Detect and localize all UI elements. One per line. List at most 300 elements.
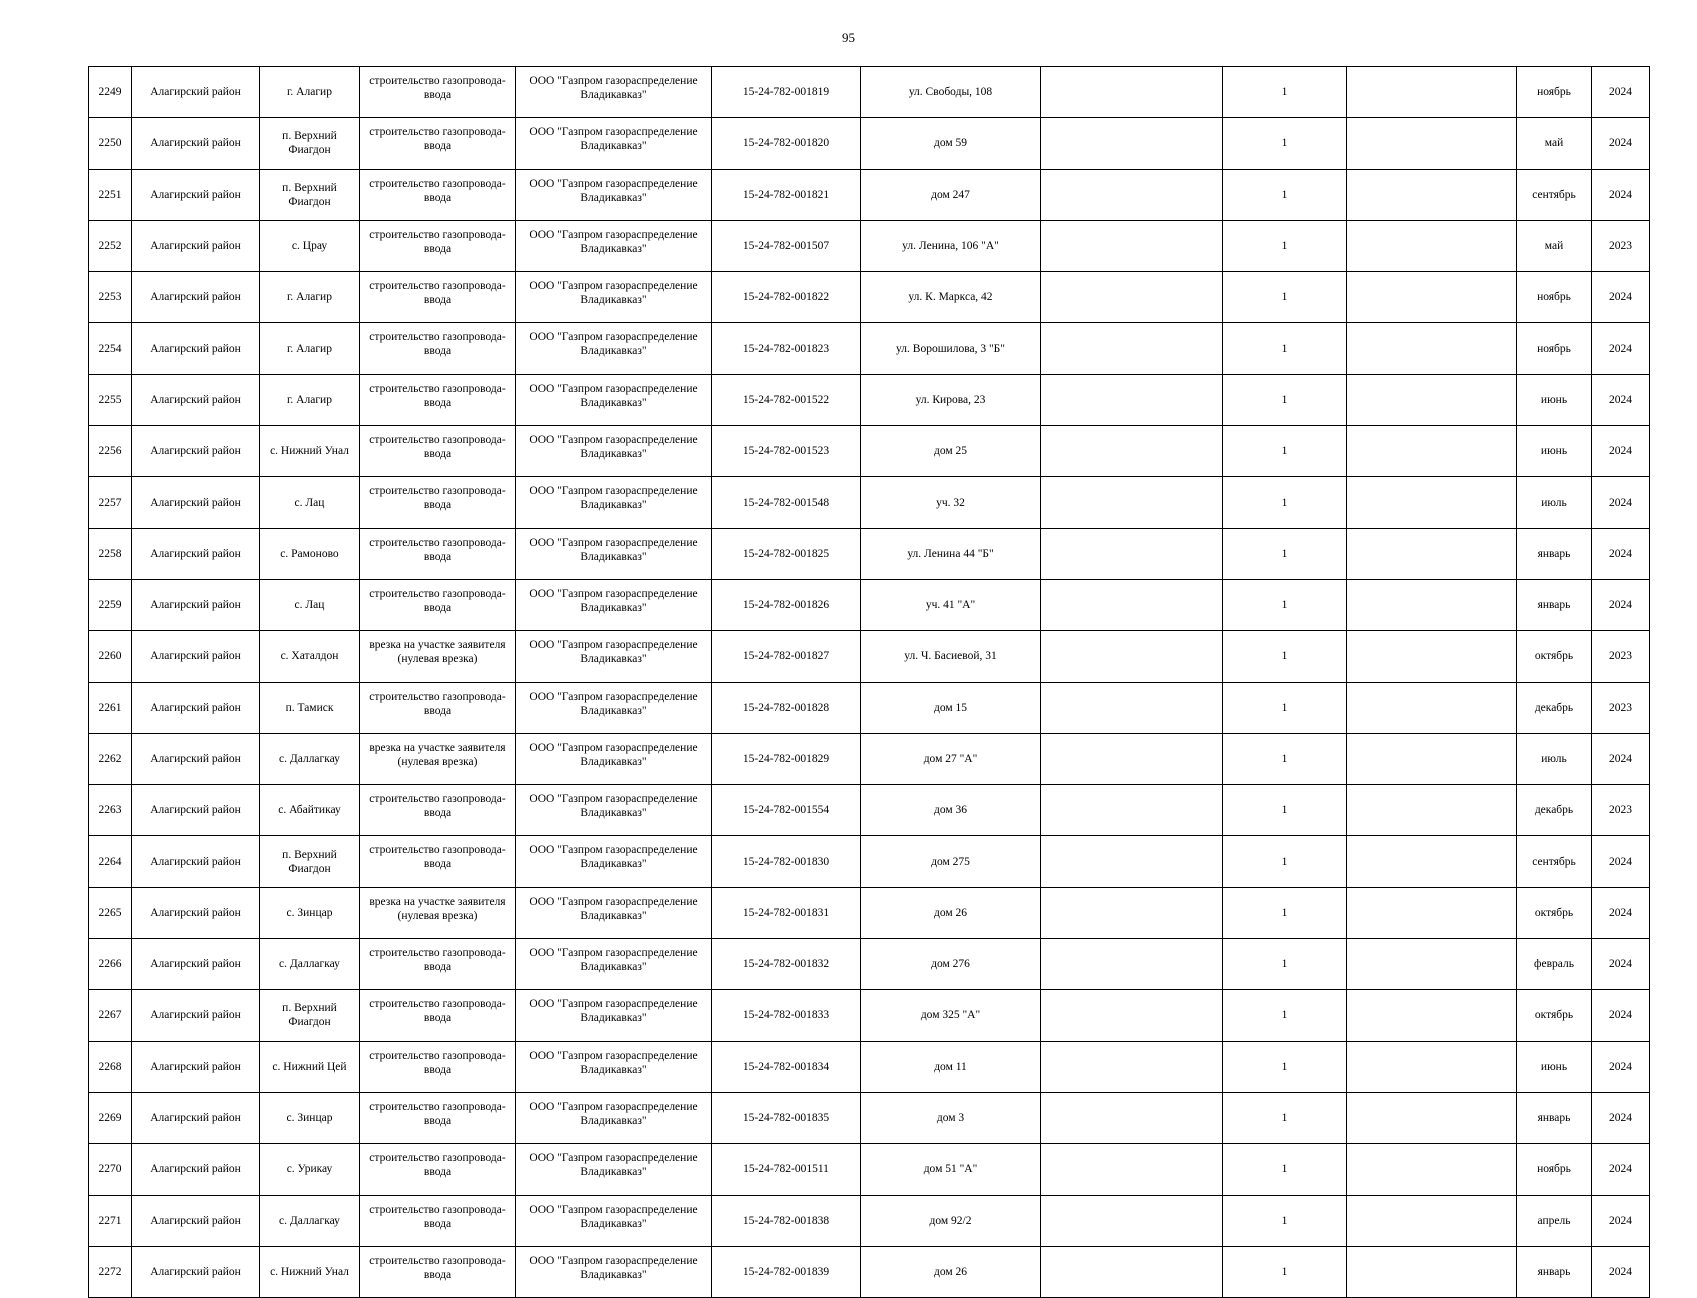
cell-address: дом 11: [861, 1041, 1041, 1092]
cell-empty: [1347, 477, 1517, 528]
table-row: [89, 836, 1650, 887]
cell-count: 1: [1223, 785, 1347, 836]
cell-settlement: с. Лац: [260, 579, 360, 630]
cell-work-type: строительство газопровода-ввода: [360, 272, 516, 323]
cell-work-type: строительство газопровода-ввода: [360, 1144, 516, 1195]
cell-empty: [1347, 220, 1517, 271]
cell-empty: [1041, 220, 1223, 271]
page-number: 95: [842, 30, 855, 45]
cell-district: Алагирский район: [132, 631, 260, 682]
cell-settlement: с. Зинцар: [260, 1092, 360, 1143]
cell-count: 1: [1223, 67, 1347, 118]
cell-number: 2258: [89, 528, 132, 579]
cell-year: 2024: [1592, 579, 1650, 630]
table-row: [89, 887, 1650, 938]
cell-count: 1: [1223, 1092, 1347, 1143]
cell-empty: [1347, 1246, 1517, 1297]
table-row: [89, 220, 1650, 271]
cell-work-type: строительство газопровода-ввода: [360, 323, 516, 374]
cell-district: Алагирский район: [132, 67, 260, 118]
cell-organization: ООО "Газпром газораспределение Владикавказ": [516, 631, 712, 682]
cell-empty: [1347, 733, 1517, 784]
cell-code: 15-24-782-001554: [712, 785, 861, 836]
cell-count: 1: [1223, 477, 1347, 528]
cell-code: 15-24-782-001831: [712, 887, 861, 938]
cell-number: 2268: [89, 1041, 132, 1092]
cell-count: 1: [1223, 374, 1347, 425]
cell-count: 1: [1223, 220, 1347, 271]
cell-empty: [1347, 1041, 1517, 1092]
cell-address: ул. К. Маркса, 42: [861, 272, 1041, 323]
cell-number: 2262: [89, 733, 132, 784]
cell-year: 2024: [1592, 1144, 1650, 1195]
cell-count: 1: [1223, 1195, 1347, 1246]
cell-number: 2253: [89, 272, 132, 323]
registry-table: [88, 66, 1650, 1298]
cell-count: 1: [1223, 682, 1347, 733]
cell-empty: [1041, 785, 1223, 836]
cell-organization: ООО "Газпром газораспределение Владикавказ": [516, 118, 712, 169]
cell-address: ул. Свободы, 108: [861, 67, 1041, 118]
cell-work-type: строительство газопровода-ввода: [360, 836, 516, 887]
cell-work-type: строительство газопровода-ввода: [360, 118, 516, 169]
cell-code: 15-24-782-001548: [712, 477, 861, 528]
cell-count: 1: [1223, 836, 1347, 887]
cell-district: Алагирский район: [132, 528, 260, 579]
cell-code: 15-24-782-001838: [712, 1195, 861, 1246]
cell-work-type: строительство газопровода-ввода: [360, 528, 516, 579]
cell-empty: [1347, 426, 1517, 477]
cell-district: Алагирский район: [132, 323, 260, 374]
cell-empty: [1041, 118, 1223, 169]
cell-district: Алагирский район: [132, 169, 260, 220]
cell-address: уч. 32: [861, 477, 1041, 528]
cell-number: 2263: [89, 785, 132, 836]
cell-organization: ООО "Газпром газораспределение Владикавказ": [516, 426, 712, 477]
cell-district: Алагирский район: [132, 887, 260, 938]
cell-settlement: г. Алагир: [260, 67, 360, 118]
cell-district: Алагирский район: [132, 374, 260, 425]
cell-code: 15-24-782-001834: [712, 1041, 861, 1092]
cell-organization: ООО "Газпром газораспределение Владикавказ": [516, 785, 712, 836]
cell-count: 1: [1223, 733, 1347, 784]
cell-empty: [1041, 169, 1223, 220]
cell-code: 15-24-782-001511: [712, 1144, 861, 1195]
cell-month: февраль: [1517, 939, 1592, 990]
cell-empty: [1347, 836, 1517, 887]
table-row: [89, 528, 1650, 579]
cell-address: дом 3: [861, 1092, 1041, 1143]
cell-address: дом 26: [861, 1246, 1041, 1297]
cell-month: ноябрь: [1517, 323, 1592, 374]
cell-settlement: п. Верхний Фиагдон: [260, 836, 360, 887]
cell-empty: [1347, 169, 1517, 220]
cell-work-type: врезка на участке заявителя (нулевая врезка): [360, 887, 516, 938]
cell-organization: ООО "Газпром газораспределение Владикавказ": [516, 733, 712, 784]
cell-year: 2024: [1592, 426, 1650, 477]
cell-code: 15-24-782-001819: [712, 67, 861, 118]
cell-number: 2269: [89, 1092, 132, 1143]
cell-work-type: строительство газопровода-ввода: [360, 67, 516, 118]
cell-empty: [1041, 477, 1223, 528]
cell-empty: [1347, 785, 1517, 836]
cell-number: 2272: [89, 1246, 132, 1297]
cell-year: 2024: [1592, 374, 1650, 425]
cell-address: дом 247: [861, 169, 1041, 220]
cell-address: дом 275: [861, 836, 1041, 887]
cell-count: 1: [1223, 990, 1347, 1041]
cell-address: ул. Ворошилова, 3 "Б": [861, 323, 1041, 374]
cell-month: ноябрь: [1517, 1144, 1592, 1195]
cell-count: 1: [1223, 426, 1347, 477]
cell-month: октябрь: [1517, 631, 1592, 682]
cell-year: 2024: [1592, 887, 1650, 938]
cell-count: 1: [1223, 528, 1347, 579]
cell-year: 2024: [1592, 528, 1650, 579]
cell-organization: ООО "Газпром газораспределение Владикавказ": [516, 323, 712, 374]
cell-year: 2023: [1592, 785, 1650, 836]
cell-code: 15-24-782-001830: [712, 836, 861, 887]
cell-month: декабрь: [1517, 682, 1592, 733]
cell-organization: ООО "Газпром газораспределение Владикавказ": [516, 579, 712, 630]
cell-empty: [1347, 887, 1517, 938]
cell-count: 1: [1223, 1246, 1347, 1297]
cell-number: 2260: [89, 631, 132, 682]
cell-work-type: врезка на участке заявителя (нулевая врезка): [360, 733, 516, 784]
cell-code: 15-24-782-001522: [712, 374, 861, 425]
cell-address: дом 276: [861, 939, 1041, 990]
cell-district: Алагирский район: [132, 1144, 260, 1195]
cell-count: 1: [1223, 579, 1347, 630]
table-row: [89, 1092, 1650, 1143]
cell-work-type: строительство газопровода-ввода: [360, 1041, 516, 1092]
cell-number: 2257: [89, 477, 132, 528]
table-row: [89, 631, 1650, 682]
cell-number: 2270: [89, 1144, 132, 1195]
cell-organization: ООО "Газпром газораспределение Владикавказ": [516, 374, 712, 425]
cell-work-type: строительство газопровода-ввода: [360, 785, 516, 836]
table-row: [89, 939, 1650, 990]
cell-year: 2024: [1592, 67, 1650, 118]
cell-work-type: строительство газопровода-ввода: [360, 1092, 516, 1143]
cell-number: 2264: [89, 836, 132, 887]
cell-month: январь: [1517, 1092, 1592, 1143]
table-row: [89, 118, 1650, 169]
cell-settlement: с. Зинцар: [260, 887, 360, 938]
cell-count: 1: [1223, 1144, 1347, 1195]
cell-empty: [1041, 990, 1223, 1041]
cell-month: май: [1517, 220, 1592, 271]
cell-organization: ООО "Газпром газораспределение Владикавказ": [516, 220, 712, 271]
cell-month: июль: [1517, 733, 1592, 784]
cell-address: ул. Ленина 44 "Б": [861, 528, 1041, 579]
cell-address: дом 25: [861, 426, 1041, 477]
cell-settlement: г. Алагир: [260, 272, 360, 323]
cell-month: май: [1517, 118, 1592, 169]
cell-organization: ООО "Газпром газораспределение Владикавказ": [516, 528, 712, 579]
cell-work-type: строительство газопровода-ввода: [360, 374, 516, 425]
cell-code: 15-24-782-001507: [712, 220, 861, 271]
cell-code: 15-24-782-001833: [712, 990, 861, 1041]
table-row: [89, 990, 1650, 1041]
table-row: [89, 477, 1650, 528]
cell-empty: [1347, 939, 1517, 990]
cell-code: 15-24-782-001828: [712, 682, 861, 733]
cell-number: 2267: [89, 990, 132, 1041]
cell-district: Алагирский район: [132, 477, 260, 528]
cell-empty: [1347, 1144, 1517, 1195]
cell-count: 1: [1223, 169, 1347, 220]
cell-settlement: с. Црау: [260, 220, 360, 271]
cell-settlement: п. Верхний Фиагдон: [260, 990, 360, 1041]
cell-district: Алагирский район: [132, 272, 260, 323]
cell-number: 2256: [89, 426, 132, 477]
cell-month: сентябрь: [1517, 836, 1592, 887]
cell-code: 15-24-782-001835: [712, 1092, 861, 1143]
cell-work-type: строительство газопровода-ввода: [360, 579, 516, 630]
cell-empty: [1347, 1092, 1517, 1143]
cell-empty: [1041, 1092, 1223, 1143]
cell-work-type: врезка на участке заявителя (нулевая врезка): [360, 631, 516, 682]
cell-empty: [1041, 323, 1223, 374]
cell-code: 15-24-782-001825: [712, 528, 861, 579]
cell-organization: ООО "Газпром газораспределение Владикавказ": [516, 1092, 712, 1143]
cell-address: ул. Ленина, 106 "А": [861, 220, 1041, 271]
cell-empty: [1041, 1195, 1223, 1246]
cell-settlement: с. Абайтикау: [260, 785, 360, 836]
cell-count: 1: [1223, 631, 1347, 682]
table-row: [89, 323, 1650, 374]
cell-month: июнь: [1517, 426, 1592, 477]
cell-month: апрель: [1517, 1195, 1592, 1246]
cell-empty: [1041, 272, 1223, 323]
cell-year: 2024: [1592, 1195, 1650, 1246]
cell-month: июнь: [1517, 1041, 1592, 1092]
cell-organization: ООО "Газпром газораспределение Владикавказ": [516, 1144, 712, 1195]
cell-organization: ООО "Газпром газораспределение Владикавказ": [516, 67, 712, 118]
cell-empty: [1041, 682, 1223, 733]
cell-year: 2024: [1592, 118, 1650, 169]
cell-address: дом 26: [861, 887, 1041, 938]
cell-organization: ООО "Газпром газораспределение Владикавказ": [516, 272, 712, 323]
cell-empty: [1347, 374, 1517, 425]
cell-empty: [1041, 1144, 1223, 1195]
cell-organization: ООО "Газпром газораспределение Владикавказ": [516, 169, 712, 220]
cell-district: Алагирский район: [132, 1041, 260, 1092]
cell-empty: [1041, 836, 1223, 887]
cell-code: 15-24-782-001823: [712, 323, 861, 374]
table-row: [89, 579, 1650, 630]
cell-count: 1: [1223, 939, 1347, 990]
cell-empty: [1041, 374, 1223, 425]
cell-organization: ООО "Газпром газораспределение Владикавказ": [516, 1246, 712, 1297]
cell-number: 2271: [89, 1195, 132, 1246]
cell-empty: [1347, 579, 1517, 630]
cell-settlement: с. Нижний Унал: [260, 1246, 360, 1297]
cell-settlement: с. Даллагкау: [260, 733, 360, 784]
cell-count: 1: [1223, 272, 1347, 323]
cell-settlement: с. Даллагкау: [260, 1195, 360, 1246]
cell-code: 15-24-782-001839: [712, 1246, 861, 1297]
cell-count: 1: [1223, 323, 1347, 374]
cell-settlement: п. Тамиск: [260, 682, 360, 733]
cell-year: 2024: [1592, 836, 1650, 887]
cell-organization: ООО "Газпром газораспределение Владикавказ": [516, 887, 712, 938]
cell-count: 1: [1223, 1041, 1347, 1092]
table-row: [89, 426, 1650, 477]
cell-district: Алагирский район: [132, 118, 260, 169]
cell-empty: [1041, 939, 1223, 990]
cell-settlement: с. Хаталдон: [260, 631, 360, 682]
table-row: [89, 682, 1650, 733]
cell-code: 15-24-782-001820: [712, 118, 861, 169]
cell-settlement: с. Даллагкау: [260, 939, 360, 990]
cell-address: дом 15: [861, 682, 1041, 733]
cell-district: Алагирский район: [132, 733, 260, 784]
cell-district: Алагирский район: [132, 579, 260, 630]
table-row: [89, 67, 1650, 118]
cell-settlement: п. Верхний Фиагдон: [260, 169, 360, 220]
cell-address: ул. Кирова, 23: [861, 374, 1041, 425]
cell-address: дом 59: [861, 118, 1041, 169]
table-row: [89, 1195, 1650, 1246]
cell-number: 2266: [89, 939, 132, 990]
cell-work-type: строительство газопровода-ввода: [360, 990, 516, 1041]
cell-district: Алагирский район: [132, 1246, 260, 1297]
cell-address: дом 51 "А": [861, 1144, 1041, 1195]
cell-count: 1: [1223, 118, 1347, 169]
cell-number: 2265: [89, 887, 132, 938]
cell-year: 2023: [1592, 682, 1650, 733]
cell-organization: ООО "Газпром газораспределение Владикавказ": [516, 939, 712, 990]
cell-number: 2251: [89, 169, 132, 220]
cell-address: ул. Ч. Басиевой, 31: [861, 631, 1041, 682]
table-row: [89, 374, 1650, 425]
cell-empty: [1347, 990, 1517, 1041]
cell-work-type: строительство газопровода-ввода: [360, 220, 516, 271]
cell-organization: ООО "Газпром газораспределение Владикавказ": [516, 682, 712, 733]
cell-empty: [1041, 887, 1223, 938]
cell-month: ноябрь: [1517, 67, 1592, 118]
cell-number: 2252: [89, 220, 132, 271]
cell-year: 2024: [1592, 1092, 1650, 1143]
cell-district: Алагирский район: [132, 990, 260, 1041]
table-row: [89, 1246, 1650, 1297]
cell-month: октябрь: [1517, 990, 1592, 1041]
cell-code: 15-24-782-001832: [712, 939, 861, 990]
table-row: [89, 733, 1650, 784]
cell-work-type: строительство газопровода-ввода: [360, 169, 516, 220]
table-row: [89, 1041, 1650, 1092]
cell-code: 15-24-782-001827: [712, 631, 861, 682]
cell-district: Алагирский район: [132, 1092, 260, 1143]
cell-empty: [1041, 733, 1223, 784]
cell-district: Алагирский район: [132, 1195, 260, 1246]
cell-empty: [1347, 323, 1517, 374]
cell-address: уч. 41 "А": [861, 579, 1041, 630]
cell-month: июль: [1517, 477, 1592, 528]
cell-month: декабрь: [1517, 785, 1592, 836]
cell-empty: [1041, 528, 1223, 579]
cell-month: октябрь: [1517, 887, 1592, 938]
cell-work-type: строительство газопровода-ввода: [360, 477, 516, 528]
cell-settlement: с. Нижний Унал: [260, 426, 360, 477]
table-row: [89, 785, 1650, 836]
cell-organization: ООО "Газпром газораспределение Владикавказ": [516, 990, 712, 1041]
cell-number: 2250: [89, 118, 132, 169]
cell-number: 2261: [89, 682, 132, 733]
cell-code: 15-24-782-001821: [712, 169, 861, 220]
cell-year: 2024: [1592, 733, 1650, 784]
cell-number: 2254: [89, 323, 132, 374]
cell-address: дом 325 "А": [861, 990, 1041, 1041]
cell-organization: ООО "Газпром газораспределение Владикавказ": [516, 1041, 712, 1092]
cell-empty: [1041, 1246, 1223, 1297]
cell-number: 2249: [89, 67, 132, 118]
cell-month: январь: [1517, 1246, 1592, 1297]
cell-number: 2255: [89, 374, 132, 425]
cell-code: 15-24-782-001822: [712, 272, 861, 323]
cell-organization: ООО "Газпром газораспределение Владикавказ": [516, 477, 712, 528]
cell-empty: [1347, 67, 1517, 118]
cell-month: сентябрь: [1517, 169, 1592, 220]
cell-district: Алагирский район: [132, 939, 260, 990]
cell-year: 2024: [1592, 477, 1650, 528]
cell-district: Алагирский район: [132, 785, 260, 836]
table-row: [89, 1144, 1650, 1195]
cell-address: дом 27 "А": [861, 733, 1041, 784]
cell-month: январь: [1517, 528, 1592, 579]
cell-empty: [1347, 272, 1517, 323]
cell-month: январь: [1517, 579, 1592, 630]
cell-code: 15-24-782-001826: [712, 579, 861, 630]
cell-year: 2023: [1592, 631, 1650, 682]
cell-settlement: г. Алагир: [260, 374, 360, 425]
cell-work-type: строительство газопровода-ввода: [360, 426, 516, 477]
cell-count: 1: [1223, 887, 1347, 938]
cell-work-type: строительство газопровода-ввода: [360, 682, 516, 733]
cell-settlement: с. Лац: [260, 477, 360, 528]
cell-month: ноябрь: [1517, 272, 1592, 323]
cell-month: июнь: [1517, 374, 1592, 425]
cell-settlement: п. Верхний Фиагдон: [260, 118, 360, 169]
cell-organization: ООО "Газпром газораспределение Владикавказ": [516, 1195, 712, 1246]
cell-district: Алагирский район: [132, 426, 260, 477]
cell-empty: [1347, 682, 1517, 733]
cell-number: 2259: [89, 579, 132, 630]
cell-work-type: строительство газопровода-ввода: [360, 939, 516, 990]
cell-year: 2023: [1592, 220, 1650, 271]
cell-settlement: с. Урикау: [260, 1144, 360, 1195]
cell-settlement: г. Алагир: [260, 323, 360, 374]
cell-year: 2024: [1592, 272, 1650, 323]
cell-district: Алагирский район: [132, 682, 260, 733]
cell-year: 2024: [1592, 1246, 1650, 1297]
cell-address: дом 36: [861, 785, 1041, 836]
cell-settlement: с. Рамоново: [260, 528, 360, 579]
cell-code: 15-24-782-001829: [712, 733, 861, 784]
cell-year: 2024: [1592, 939, 1650, 990]
cell-empty: [1347, 631, 1517, 682]
table-row: [89, 169, 1650, 220]
table-row: [89, 272, 1650, 323]
cell-empty: [1347, 528, 1517, 579]
cell-empty: [1041, 67, 1223, 118]
cell-year: 2024: [1592, 1041, 1650, 1092]
cell-year: 2024: [1592, 990, 1650, 1041]
cell-settlement: с. Нижний Цей: [260, 1041, 360, 1092]
cell-empty: [1347, 1195, 1517, 1246]
